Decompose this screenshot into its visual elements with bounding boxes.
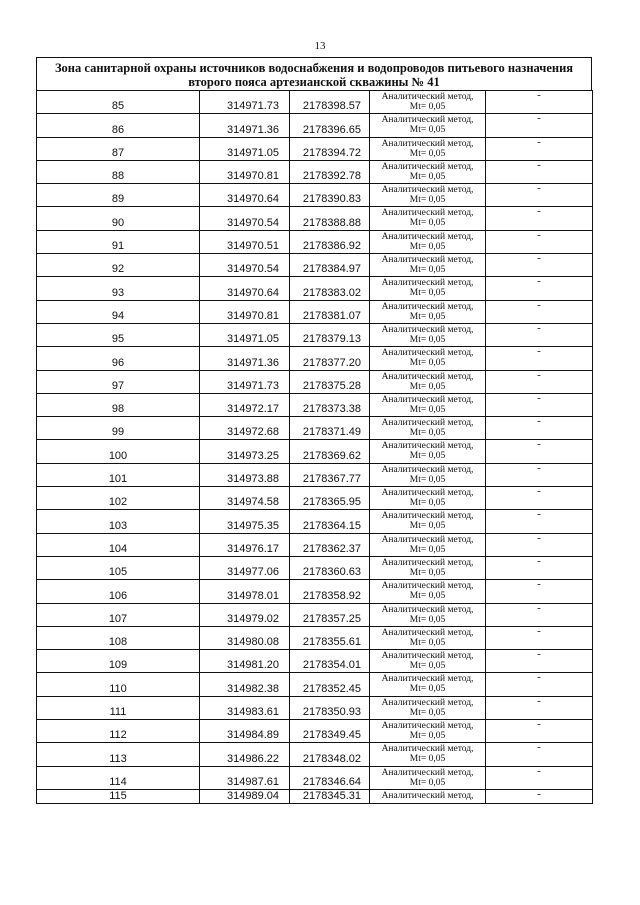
- coordinate-y: 2178360.63: [290, 556, 370, 579]
- description-dash: -: [486, 91, 593, 114]
- method-label: Аналитический метод,: [381, 324, 474, 335]
- table-row: [37, 277, 593, 300]
- method-accuracy: Mt= 0,05: [409, 171, 446, 182]
- table-row: [37, 254, 593, 277]
- point-number: 89: [37, 184, 200, 207]
- method-label: Аналитический метод,: [381, 790, 474, 801]
- method-label: Аналитический метод,: [381, 138, 474, 149]
- method-accuracy: Mt= 0,05: [409, 428, 446, 439]
- method-label: Аналитический метод,: [381, 185, 474, 196]
- coordinate-y: 2178373.38: [290, 393, 370, 416]
- method-label: Аналитический метод,: [381, 278, 474, 289]
- point-number: 88: [37, 160, 200, 183]
- method-cell: [370, 277, 486, 300]
- coordinate-y: 2178396.65: [290, 114, 370, 137]
- method-cell: [370, 370, 486, 393]
- method-accuracy: Mt= 0,05: [409, 218, 446, 229]
- method-accuracy: Mt= 0,05: [409, 498, 446, 509]
- method-label: Аналитический метод,: [381, 534, 474, 545]
- point-number: 115: [37, 789, 200, 803]
- table-row: [37, 533, 593, 556]
- method-label: Аналитический метод,: [381, 394, 474, 405]
- description-dash: -: [486, 137, 593, 160]
- table-title-line2: второго пояса артезианской скважины № 41: [188, 75, 440, 89]
- description-dash: -: [486, 673, 593, 696]
- description-dash: -: [486, 463, 593, 486]
- coordinate-x: 314970.64: [200, 184, 290, 207]
- description-dash: -: [486, 160, 593, 183]
- table-row: [37, 184, 593, 207]
- coordinates-table: [36, 90, 593, 804]
- method-cell: [370, 114, 486, 137]
- table-row: [37, 347, 593, 370]
- point-number: 106: [37, 580, 200, 603]
- table-row: [37, 766, 593, 789]
- method-accuracy: Mt= 0,05: [409, 614, 446, 625]
- method-cell: [370, 137, 486, 160]
- method-cell: [370, 766, 486, 789]
- coordinate-x: 314970.81: [200, 300, 290, 323]
- method-cell: [370, 254, 486, 277]
- table-row: [37, 743, 593, 766]
- description-dash: -: [486, 300, 593, 323]
- method-accuracy: Mt= 0,05: [409, 521, 446, 532]
- table-row: [37, 417, 593, 440]
- method-label: Аналитический метод,: [381, 161, 474, 172]
- description-dash: -: [486, 533, 593, 556]
- table-row: [37, 370, 593, 393]
- page-number: 13: [314, 40, 326, 52]
- coordinate-y: 2178383.02: [290, 277, 370, 300]
- point-number: 108: [37, 626, 200, 649]
- method-label: Аналитический метод,: [381, 418, 474, 429]
- table-row: [37, 650, 593, 673]
- point-number: 90: [37, 207, 200, 230]
- coordinate-y: 2178394.72: [290, 137, 370, 160]
- coordinate-y: 2178375.28: [290, 370, 370, 393]
- table-row: [37, 137, 593, 160]
- coordinate-y: 2178346.64: [290, 766, 370, 789]
- description-dash: -: [486, 323, 593, 346]
- point-number: 104: [37, 533, 200, 556]
- coordinate-x: 314978.01: [200, 580, 290, 603]
- method-accuracy: Mt= 0,05: [409, 102, 446, 112]
- point-number: 111: [37, 696, 200, 719]
- method-cell: [370, 533, 486, 556]
- coordinate-y: 2178352.45: [290, 673, 370, 696]
- method-label: Аналитический метод,: [381, 604, 474, 615]
- description-dash: -: [486, 626, 593, 649]
- coordinate-x: 314977.06: [200, 556, 290, 579]
- point-number: 97: [37, 370, 200, 393]
- description-dash: -: [486, 743, 593, 766]
- coordinate-x: 314970.54: [200, 207, 290, 230]
- method-accuracy: Mt= 0,05: [409, 731, 446, 742]
- description-dash: -: [486, 580, 593, 603]
- method-cell: [370, 230, 486, 253]
- method-label: Аналитический метод,: [381, 697, 474, 708]
- table-row: [37, 393, 593, 416]
- table-row: [37, 230, 593, 253]
- table-row: [37, 323, 593, 346]
- method-cell: [370, 626, 486, 649]
- table-title-line1: Зона санитарной охраны источников водоснабжения и водопроводов питьевого назначения: [54, 61, 574, 75]
- coordinate-x: 314971.05: [200, 137, 290, 160]
- method-label: Аналитический метод,: [381, 488, 474, 499]
- method-cell: [370, 673, 486, 696]
- method-label: Аналитический метод,: [381, 115, 474, 126]
- method-label: Аналитический метод,: [381, 348, 474, 359]
- coordinate-y: 2178384.97: [290, 254, 370, 277]
- coordinate-x: 314973.25: [200, 440, 290, 463]
- coordinate-y: 2178349.45: [290, 720, 370, 743]
- method-accuracy: Mt= 0,05: [409, 754, 446, 765]
- coordinate-x: 314974.58: [200, 487, 290, 510]
- coordinate-y: 2178386.92: [290, 230, 370, 253]
- method-accuracy: Mt= 0,05: [409, 288, 446, 299]
- description-dash: -: [486, 766, 593, 789]
- point-number: 109: [37, 650, 200, 673]
- method-label: Аналитический метод,: [381, 208, 474, 219]
- coordinate-y: 2178364.15: [290, 510, 370, 533]
- method-accuracy: Mt= 0,05: [409, 567, 446, 578]
- coordinate-x: 314979.02: [200, 603, 290, 626]
- method-cell: [370, 463, 486, 486]
- description-dash: -: [486, 789, 593, 803]
- coordinate-y: 2178398.57: [290, 91, 370, 114]
- method-cell: [370, 207, 486, 230]
- method-cell: [370, 347, 486, 370]
- method-label: Аналитический метод,: [381, 674, 474, 685]
- table-row: [37, 720, 593, 743]
- description-dash: -: [486, 370, 593, 393]
- method-cell: [370, 323, 486, 346]
- coordinate-x: 314971.73: [200, 370, 290, 393]
- table-row: [37, 626, 593, 649]
- method-accuracy: Mt= 0,05: [409, 381, 446, 392]
- coordinate-y: 2178354.01: [290, 650, 370, 673]
- coordinate-y: 2178345.31: [290, 789, 370, 803]
- method-accuracy: Mt= 0,05: [409, 358, 446, 369]
- point-number: 110: [37, 673, 200, 696]
- method-label: Аналитический метод,: [381, 627, 474, 638]
- point-number: 107: [37, 603, 200, 626]
- table-row: [37, 160, 593, 183]
- method-label: Аналитический метод,: [381, 651, 474, 662]
- point-number: 103: [37, 510, 200, 533]
- point-number: 101: [37, 463, 200, 486]
- method-cell: [370, 487, 486, 510]
- point-number: 114: [37, 766, 200, 789]
- coordinate-x: 314971.36: [200, 347, 290, 370]
- method-cell: [370, 91, 486, 114]
- point-number: 91: [37, 230, 200, 253]
- point-number: 100: [37, 440, 200, 463]
- description-dash: -: [486, 347, 593, 370]
- coordinate-x: 314971.73: [200, 91, 290, 114]
- coordinate-x: 314975.35: [200, 510, 290, 533]
- table-row: [37, 463, 593, 486]
- coordinate-y: 2178377.20: [290, 347, 370, 370]
- method-cell: [370, 789, 486, 803]
- coordinate-y: 2178365.95: [290, 487, 370, 510]
- coordinates-table-body: [37, 91, 593, 804]
- description-dash: -: [486, 603, 593, 626]
- description-dash: -: [486, 510, 593, 533]
- method-accuracy: Mt= 0,05: [409, 334, 446, 345]
- description-dash: -: [486, 487, 593, 510]
- method-accuracy: Mt= 0,05: [409, 474, 446, 485]
- point-number: 99: [37, 417, 200, 440]
- method-cell: [370, 300, 486, 323]
- method-cell: [370, 556, 486, 579]
- point-number: 85: [37, 91, 200, 114]
- point-number: 92: [37, 254, 200, 277]
- point-number: 113: [37, 743, 200, 766]
- method-accuracy: Mt= 0,05: [409, 451, 446, 462]
- point-number: 93: [37, 277, 200, 300]
- method-accuracy: Mt= 0,05: [409, 777, 446, 788]
- coordinate-x: 314970.81: [200, 160, 290, 183]
- description-dash: -: [486, 650, 593, 673]
- coordinate-x: 314981.20: [200, 650, 290, 673]
- coordinate-x: 314971.36: [200, 114, 290, 137]
- coordinate-y: 2178355.61: [290, 626, 370, 649]
- description-dash: -: [486, 556, 593, 579]
- coordinate-x: 314972.17: [200, 393, 290, 416]
- table-row: [37, 91, 593, 114]
- coordinate-x: 314984.89: [200, 720, 290, 743]
- method-cell: [370, 440, 486, 463]
- method-cell: [370, 417, 486, 440]
- description-dash: -: [486, 417, 593, 440]
- description-dash: -: [486, 184, 593, 207]
- table-row: [37, 696, 593, 719]
- table-row: [37, 440, 593, 463]
- method-label: Аналитический метод,: [381, 92, 474, 102]
- method-accuracy: Mt= 0,05: [409, 707, 446, 718]
- method-accuracy: Mt= 0,05: [409, 265, 446, 276]
- method-cell: [370, 720, 486, 743]
- coordinate-y: 2178362.37: [290, 533, 370, 556]
- method-accuracy: Mt= 0,05: [409, 195, 446, 206]
- description-dash: -: [486, 254, 593, 277]
- coordinate-x: 314976.17: [200, 533, 290, 556]
- method-cell: [370, 696, 486, 719]
- point-number: 98: [37, 393, 200, 416]
- coordinate-x: 314970.54: [200, 254, 290, 277]
- coordinate-y: 2178369.62: [290, 440, 370, 463]
- method-cell: [370, 184, 486, 207]
- method-cell: [370, 603, 486, 626]
- coordinate-y: 2178350.93: [290, 696, 370, 719]
- point-number: 96: [37, 347, 200, 370]
- method-accuracy: Mt= 0,05: [409, 661, 446, 672]
- method-label: Аналитический метод,: [381, 511, 474, 522]
- method-accuracy: Mt= 0,05: [409, 591, 446, 602]
- method-accuracy: Mt= 0,05: [409, 125, 446, 136]
- coordinate-y: 2178358.92: [290, 580, 370, 603]
- point-number: 112: [37, 720, 200, 743]
- coordinate-x: 314972.68: [200, 417, 290, 440]
- method-label: Аналитический метод,: [381, 464, 474, 475]
- method-label: Аналитический метод,: [381, 301, 474, 312]
- method-label: Аналитический метод,: [381, 767, 474, 778]
- coordinate-x: 314970.51: [200, 230, 290, 253]
- point-number: 105: [37, 556, 200, 579]
- description-dash: -: [486, 114, 593, 137]
- description-dash: -: [486, 720, 593, 743]
- point-number: 102: [37, 487, 200, 510]
- coordinate-y: 2178371.49: [290, 417, 370, 440]
- method-accuracy: Mt= 0,05: [409, 637, 446, 648]
- table-row: [37, 207, 593, 230]
- method-label: Аналитический метод,: [381, 231, 474, 242]
- coordinate-y: 2178390.83: [290, 184, 370, 207]
- description-dash: -: [486, 393, 593, 416]
- coordinate-x: 314973.88: [200, 463, 290, 486]
- description-dash: -: [486, 207, 593, 230]
- table-row: [37, 114, 593, 137]
- coordinate-x: 314980.08: [200, 626, 290, 649]
- table-row: [37, 556, 593, 579]
- method-label: Аналитический метод,: [381, 557, 474, 568]
- description-dash: -: [486, 440, 593, 463]
- table-title: [36, 57, 592, 90]
- method-label: Аналитический метод,: [381, 441, 474, 452]
- coordinate-x: 314986.22: [200, 743, 290, 766]
- coordinate-y: 2178392.78: [290, 160, 370, 183]
- table-row: [37, 510, 593, 533]
- table-row: [37, 603, 593, 626]
- coordinate-y: 2178357.25: [290, 603, 370, 626]
- coordinate-x: 314971.05: [200, 323, 290, 346]
- method-accuracy: Mt= 0,05: [409, 404, 446, 415]
- method-accuracy: Mt= 0,05: [409, 684, 446, 695]
- method-accuracy: Mt= 0,05: [409, 148, 446, 159]
- coordinate-x: 314970.64: [200, 277, 290, 300]
- coordinate-x: 314987.61: [200, 766, 290, 789]
- coordinate-x: 314989.04: [200, 789, 290, 803]
- coordinate-y: 2178367.77: [290, 463, 370, 486]
- method-cell: [370, 650, 486, 673]
- description-dash: -: [486, 696, 593, 719]
- method-accuracy: Mt= 0,05: [409, 544, 446, 555]
- table-row: [37, 673, 593, 696]
- method-cell: [370, 160, 486, 183]
- table-row: [37, 789, 593, 803]
- method-cell: [370, 743, 486, 766]
- method-cell: [370, 393, 486, 416]
- point-number: 86: [37, 114, 200, 137]
- method-accuracy: Mt= 0,05: [409, 311, 446, 322]
- method-label: Аналитический метод,: [381, 581, 474, 592]
- method-cell: [370, 510, 486, 533]
- coordinate-y: 2178388.88: [290, 207, 370, 230]
- coordinate-x: 314983.61: [200, 696, 290, 719]
- coordinate-y: 2178348.02: [290, 743, 370, 766]
- point-number: 94: [37, 300, 200, 323]
- table-row: [37, 487, 593, 510]
- description-dash: -: [486, 230, 593, 253]
- coordinate-y: 2178381.07: [290, 300, 370, 323]
- coordinate-x: 314982.38: [200, 673, 290, 696]
- point-number: 95: [37, 323, 200, 346]
- coordinates-table-sheet: [36, 57, 592, 804]
- coordinate-y: 2178379.13: [290, 323, 370, 346]
- method-cell: [370, 580, 486, 603]
- table-row: [37, 580, 593, 603]
- method-label: Аналитический метод,: [381, 721, 474, 732]
- method-label: Аналитический метод,: [381, 371, 474, 382]
- table-row: [37, 300, 593, 323]
- method-label: Аналитический метод,: [381, 255, 474, 266]
- description-dash: -: [486, 277, 593, 300]
- point-number: 87: [37, 137, 200, 160]
- method-label: Аналитический метод,: [381, 744, 474, 755]
- method-accuracy: Mt= 0,05: [409, 241, 446, 252]
